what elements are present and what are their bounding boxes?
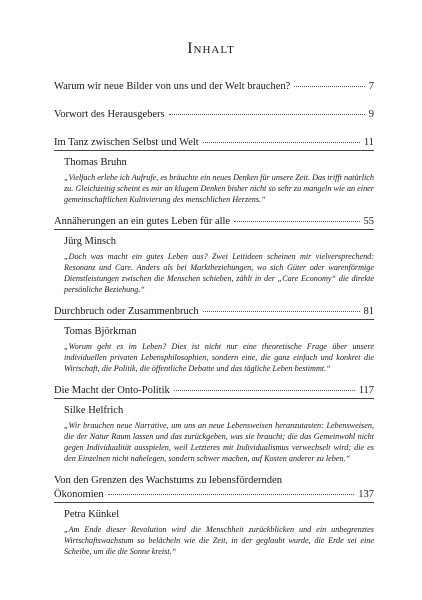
entry-title: Die Macht der Onto-Politik xyxy=(54,385,170,396)
dot-leader xyxy=(203,142,360,143)
entry-page: 81 xyxy=(363,306,374,317)
divider xyxy=(54,229,374,230)
toc-section xyxy=(54,215,374,295)
entry-title: Von den Grenzen des Wachstums zu lebensfördernden xyxy=(54,475,282,486)
toc-entry[interactable] xyxy=(54,384,374,398)
divider xyxy=(54,319,374,320)
entry-quote: „Am Ende dieser Revolution wird die Menschheit zurückblicken und ein unbegrenztes Wirtschaftswachstum so belächeln wie die Zeit, in der geglaubt wurde, die Erde sei eine Scheibe, um die die Sonne kreist.“ xyxy=(64,525,374,556)
toc-entry[interactable] xyxy=(54,488,374,502)
divider xyxy=(54,398,374,399)
page-title: Inhalt xyxy=(187,40,235,57)
toc-section xyxy=(54,305,374,374)
toc-section xyxy=(54,108,374,122)
entry-quote: „Worum geht es im Leben? Dies ist nicht nur eine theoretische Frage über unsere individuellen privaten Lebensphilosophien, sondern eine, die ganz einfach und konkret die Wirtschaft, die Politik, die öffentliche Debatte und das tägliche Leben bestimmt.“ xyxy=(64,342,374,373)
toc-section xyxy=(54,474,374,557)
dot-leader xyxy=(108,494,355,495)
toc-entry[interactable] xyxy=(54,305,374,319)
table-of-contents xyxy=(54,80,374,567)
entry-quote: „Vielfach erlebe ich Aufrufe, es bräuchte ein neues Denken für unsere Zeit. Das trifft natürlich zu. Gleichzeitig scheint es mir an klugem Denken bisher nicht so sehr zu mangeln wie an einer gemeinschaftlichen Kultivierung des menschlichen Herzens.“ xyxy=(64,173,375,204)
entry-page: 7 xyxy=(368,81,374,92)
entry-title: Durchbruch oder Zusammenbruch xyxy=(54,306,199,317)
entry-author: Petra Künkel xyxy=(64,509,120,520)
entry-quote: „Doch was macht ein gutes Leben aus? Zwei Leitideen scheinen mir vielversprechend: Resonanz und Care. Anders als bei Marktbeziehungen, wo sich Güter oder warenförmige Dienstleistungen zwischen die Menschen schieben, zählt in der „Care Economy“ die direkte persönliche Beziehung.“ xyxy=(64,252,374,294)
toc-entry[interactable] xyxy=(54,80,374,94)
entry-title: Vorwort des Herausgebers xyxy=(54,109,165,120)
entry-author: Jürg Minsch xyxy=(64,236,117,247)
dot-leader xyxy=(294,86,364,87)
entry-title-line2: Ökonomien xyxy=(54,489,104,500)
toc-section xyxy=(54,384,374,464)
entry-title: Im Tanz zwischen Selbst und Welt xyxy=(54,137,199,148)
dot-leader xyxy=(169,114,365,115)
divider xyxy=(54,150,374,151)
toc-entry[interactable] xyxy=(54,215,374,229)
entry-author: Tomas Björkman xyxy=(64,326,137,337)
entry-page: 11 xyxy=(363,137,374,148)
dot-leader xyxy=(203,311,360,312)
dot-leader xyxy=(234,221,359,222)
toc-entry[interactable] xyxy=(54,108,374,122)
toc-entry-line1[interactable] xyxy=(54,474,374,488)
entry-author: Thomas Bruhn xyxy=(64,157,127,168)
divider xyxy=(54,502,374,503)
dot-leader xyxy=(174,390,355,391)
entry-page: 117 xyxy=(358,385,374,396)
entry-author: Silke Helfrich xyxy=(64,405,124,416)
entry-page: 137 xyxy=(358,489,374,500)
toc-section xyxy=(54,80,374,94)
entry-quote: „Wir brauchen neue Narrative, um uns an neue Lebensweisen heranzutasten: Lebensweisen, die der Natur Raum lassen und das zurückgeben, was sie braucht; die das Gemeinwohl nicht gegen Individualität ausspielen, weil Letzteres mit Individualismus verwechselt wird; die es den Einzelnen nicht nahelegen, sondern schwer machen, auf Kosten anderer zu leben.“ xyxy=(64,421,374,463)
entry-page: 55 xyxy=(363,216,374,227)
entry-title: Warum wir neue Bilder von uns und der Welt brauchen? xyxy=(54,81,291,92)
toc-section xyxy=(54,136,374,205)
entry-page: 9 xyxy=(368,109,374,120)
toc-entry[interactable] xyxy=(54,136,374,150)
entry-title: Annäherungen an ein gutes Leben für alle xyxy=(54,216,231,227)
